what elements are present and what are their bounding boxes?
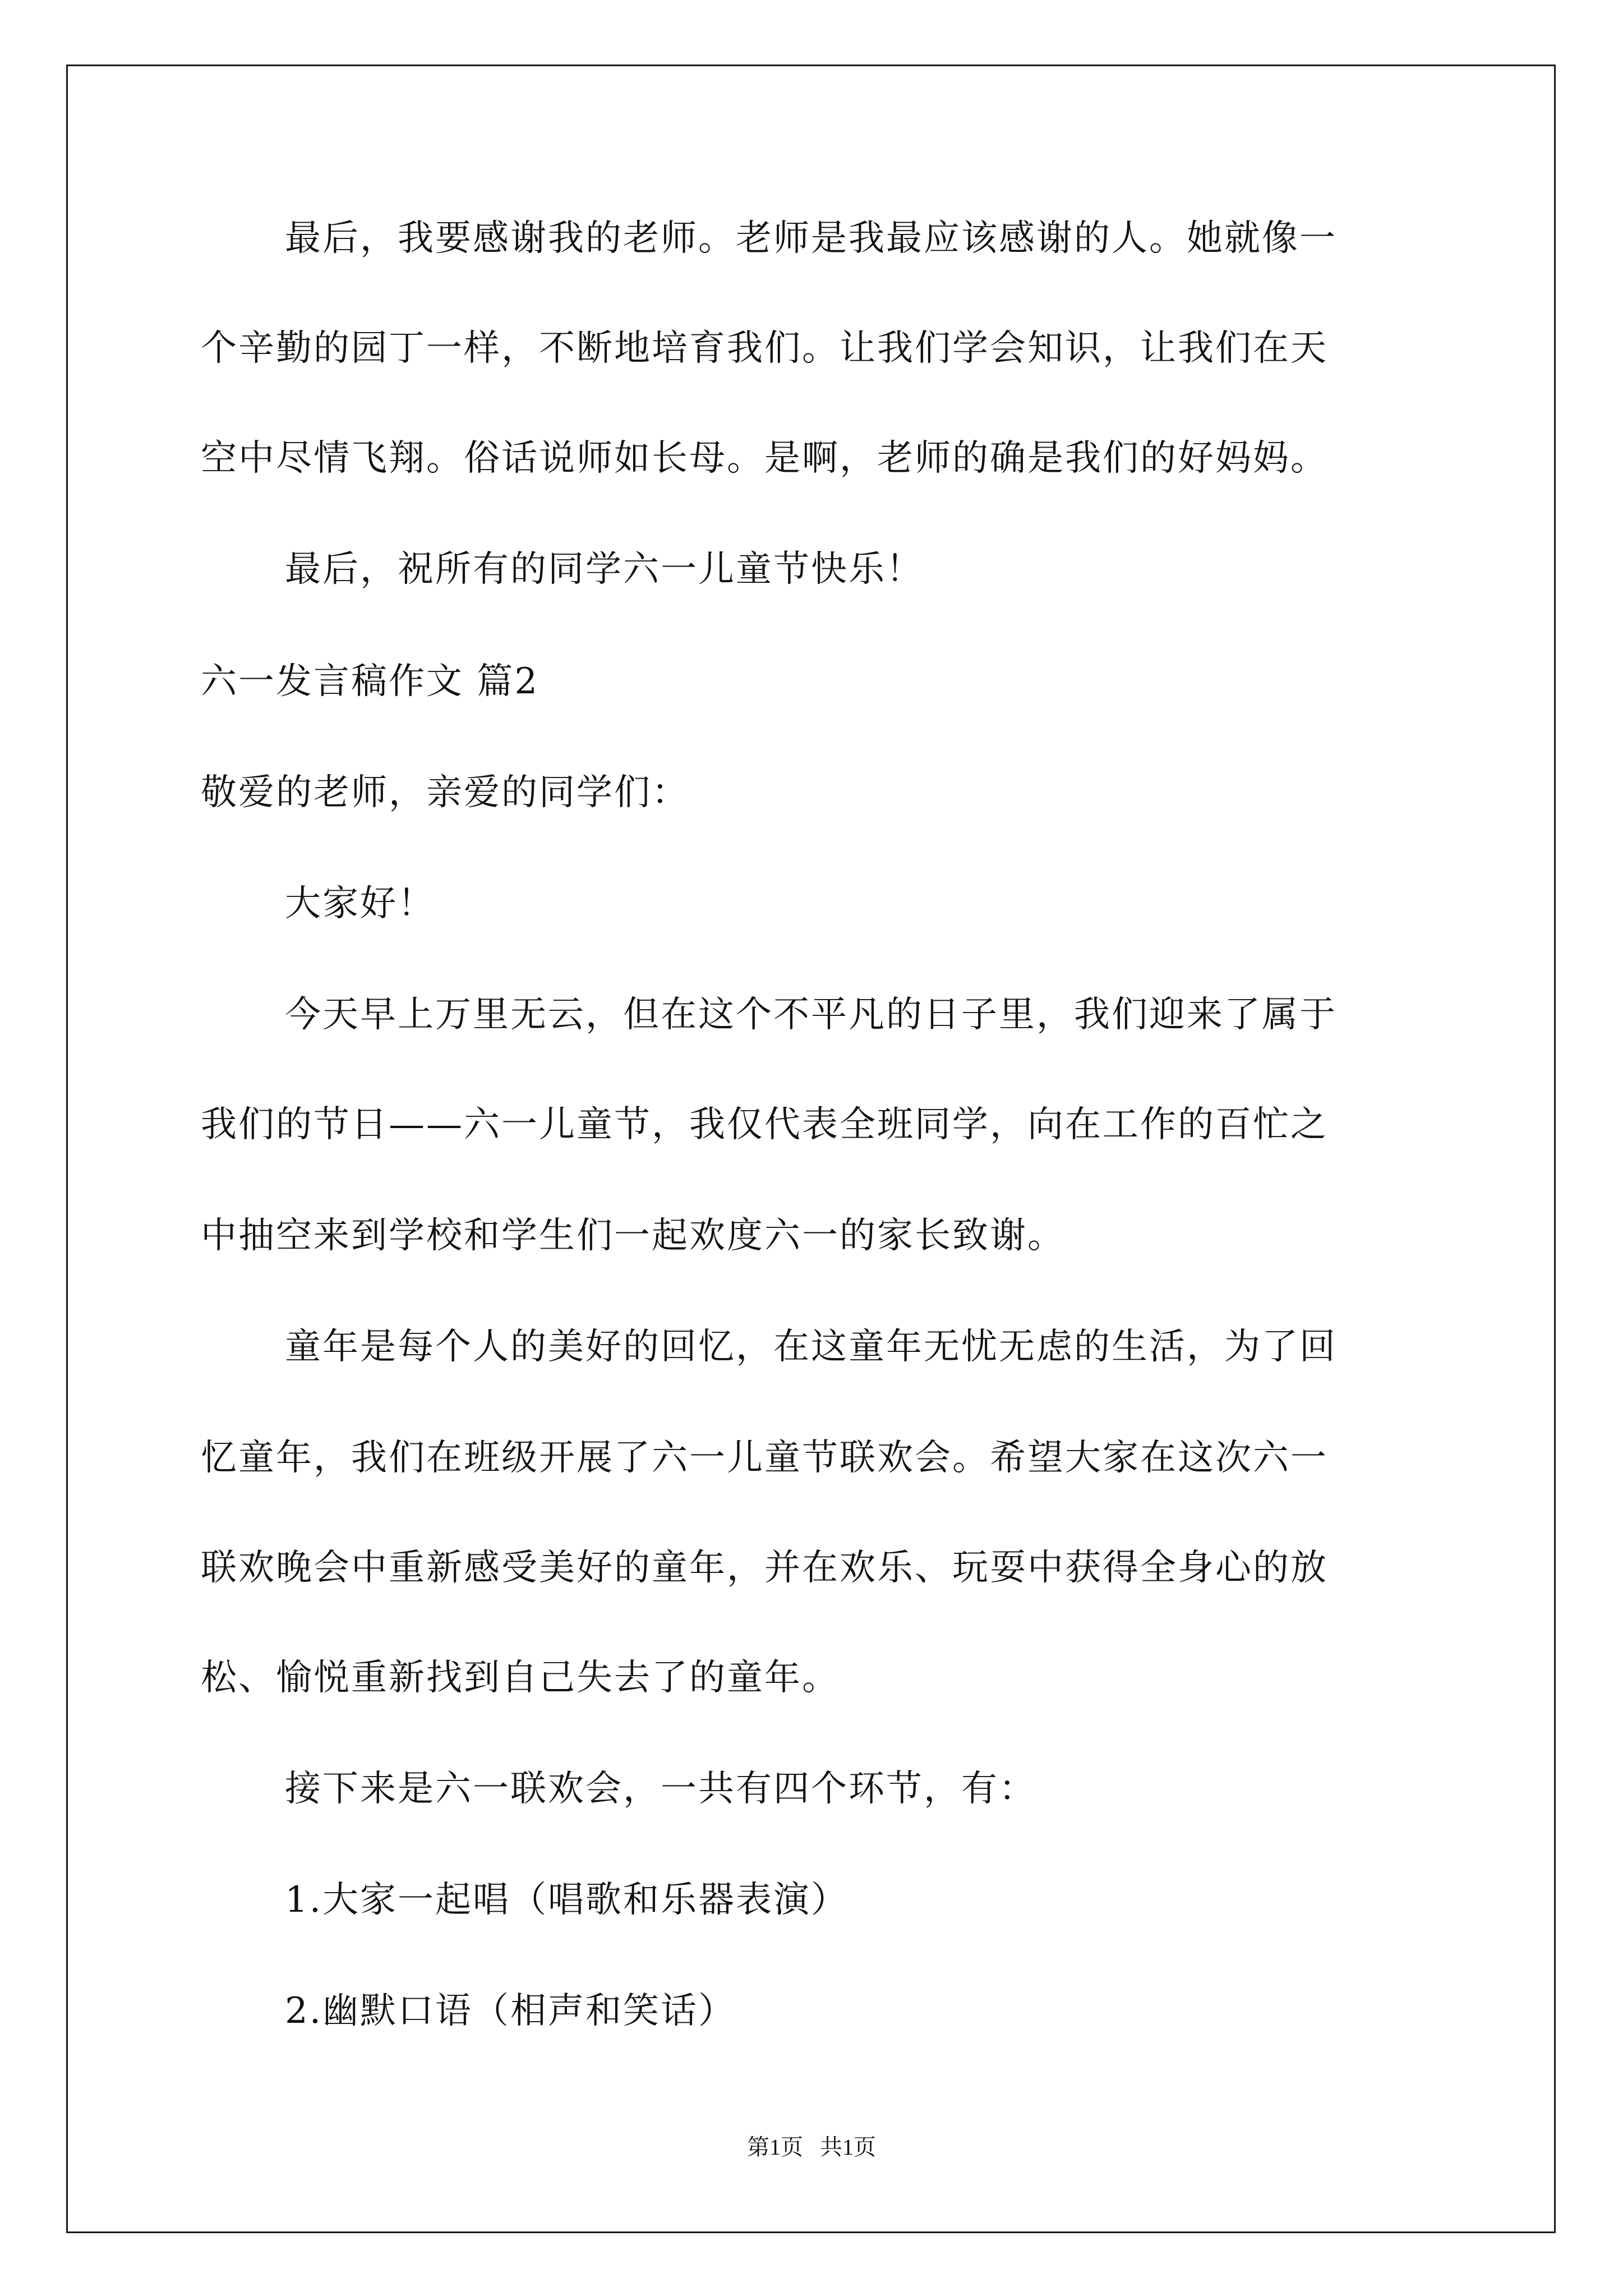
paragraph-6-line-2: 我们的节日——六一儿童节，我仅代表全班同学，向在工作的百忙之 <box>201 1104 1328 1145</box>
salutation: 敬爱的老师，亲爱的同学们： <box>201 772 689 813</box>
paragraph-7-line-3: 联欢晚会中重新感受美好的童年，并在欢乐、玩耍中获得全身心的放 <box>201 1547 1328 1589</box>
paragraph-7-line-2: 忆童年，我们在班级开展了六一儿童节联欢会。希望大家在这次六一 <box>201 1437 1328 1479</box>
paragraph-1-line-2: 个辛勤的园丁一样，不断地培育我们。让我们学会知识，让我们在天 <box>201 328 1328 369</box>
paragraph-2-line-1: 最后，祝所有的同学六一儿童节快乐！ <box>285 549 924 590</box>
greeting: 大家好！ <box>285 883 435 924</box>
paragraph-1-line-1: 最后，我要感谢我的老师。老师是我最应该感谢的人。她就像一 <box>285 218 1337 259</box>
page-footer: 第1页 共1页 <box>747 2134 876 2160</box>
list-item-2: 2.幽默口语（相声和笑话） <box>285 1990 736 2032</box>
paragraph-6-line-1: 今天早上万里无云，但在这个不平凡的日子里，我们迎来了属于 <box>285 994 1337 1036</box>
section-heading: 六一发言稿作文 篇2 <box>201 661 540 702</box>
paragraph-7-line-1: 童年是每个人的美好的回忆，在这童年无忧无虑的生活，为了回 <box>285 1326 1337 1368</box>
list-item-1: 1.大家一起唱（唱歌和乐器表演） <box>285 1879 849 1921</box>
paragraph-8-line-1: 接下来是六一联欢会，一共有四个环节，有： <box>285 1768 1036 1810</box>
paragraph-7-line-4: 松、愉悦重新找到自己失去了的童年。 <box>201 1657 840 1699</box>
paragraph-6-line-3: 中抽空来到学校和学生们一起欢度六一的家长致谢。 <box>201 1215 1065 1257</box>
paragraph-1-line-3: 空中尽情飞翔。俗话说师如长母。是啊，老师的确是我们的好妈妈。 <box>201 438 1328 479</box>
